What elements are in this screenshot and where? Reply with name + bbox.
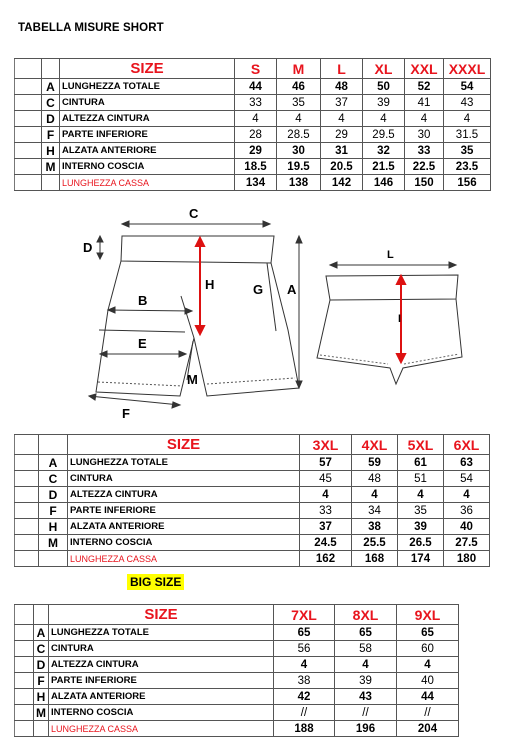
measure-value: 134 <box>235 175 277 191</box>
label-g: G <box>253 282 264 297</box>
table-header-row <box>15 605 459 625</box>
table-row <box>15 551 490 567</box>
row-letter: D <box>39 487 68 503</box>
measure-value: 33 <box>300 503 352 519</box>
row-letter: D <box>34 657 49 673</box>
back-waistband <box>326 275 458 300</box>
blank-cell <box>15 455 39 471</box>
measure-value: 29 <box>321 127 363 143</box>
measure-value: 52 <box>405 79 444 95</box>
measure-value: 44 <box>397 689 459 705</box>
measure-value: 4 <box>321 111 363 127</box>
measure-value: 138 <box>277 175 321 191</box>
measure-value: 26.5 <box>398 535 444 551</box>
size-table-big <box>14 604 459 737</box>
measure-value: 31.5 <box>444 127 491 143</box>
measure-value: 196 <box>335 721 397 737</box>
table-row <box>15 641 459 657</box>
row-letter: F <box>39 503 68 519</box>
label-h: H <box>205 277 215 292</box>
blank-cell <box>15 503 39 519</box>
measure-value: 156 <box>444 175 491 191</box>
size-column-header: 7XL <box>274 605 335 625</box>
back-shorts-body <box>317 299 462 384</box>
blank-cell <box>39 435 68 455</box>
measure-value: 142 <box>321 175 363 191</box>
label-a: A <box>287 282 297 297</box>
measure-value: 146 <box>363 175 405 191</box>
row-letter: C <box>34 641 49 657</box>
row-letter <box>34 721 49 737</box>
blank-cell <box>15 535 39 551</box>
size-column-header: L <box>321 59 363 79</box>
measure-value: 4 <box>274 657 335 673</box>
measure-value: 54 <box>444 79 491 95</box>
label-m: M <box>187 372 198 387</box>
measure-value: 48 <box>352 471 398 487</box>
measure-value: // <box>274 705 335 721</box>
measure-value: 50 <box>363 79 405 95</box>
table-row <box>15 471 490 487</box>
table-row <box>15 487 490 503</box>
measure-value: 57 <box>300 455 352 471</box>
row-letter: H <box>39 519 68 535</box>
measure-value: 33 <box>405 143 444 159</box>
size-header: SIZE <box>68 435 300 455</box>
measure-value: 150 <box>405 175 444 191</box>
row-letter: A <box>34 625 49 641</box>
table-row <box>15 689 459 705</box>
size-column-header: S <box>235 59 277 79</box>
size-column-header: 6XL <box>444 435 490 455</box>
size-column-header: 3XL <box>300 435 352 455</box>
measure-value: 38 <box>274 673 335 689</box>
measure-value: 4 <box>398 487 444 503</box>
blank-cell <box>15 519 39 535</box>
measure-value: 65 <box>335 625 397 641</box>
measure-f <box>89 396 180 405</box>
measure-value: 162 <box>300 551 352 567</box>
measure-value: 63 <box>444 455 490 471</box>
measure-value: 43 <box>444 95 491 111</box>
measure-value: 24.5 <box>300 535 352 551</box>
size-table-plus <box>14 434 490 567</box>
measure-value: 31 <box>321 143 363 159</box>
blank-cell <box>15 435 39 455</box>
size-column-header: XL <box>363 59 405 79</box>
measure-value: 56 <box>274 641 335 657</box>
measure-value: 174 <box>398 551 444 567</box>
row-letter: M <box>39 535 68 551</box>
row-letter: C <box>42 95 60 111</box>
blank-cell <box>15 641 34 657</box>
blank-cell <box>15 689 34 705</box>
measure-value: 4 <box>235 111 277 127</box>
table-row <box>15 673 459 689</box>
measure-value: 41 <box>405 95 444 111</box>
measure-value: 37 <box>321 95 363 111</box>
measure-value: 4 <box>444 487 490 503</box>
measure-value: 29 <box>235 143 277 159</box>
measure-value: 54 <box>444 471 490 487</box>
measure-value: 4 <box>335 657 397 673</box>
measure-value: 46 <box>277 79 321 95</box>
row-letter: F <box>34 673 49 689</box>
measure-value: 43 <box>335 689 397 705</box>
row-label: ALTEZZA CINTURA <box>60 111 235 127</box>
row-letter: M <box>34 705 49 721</box>
row-label: CINTURA <box>60 95 235 111</box>
row-label: ALZATA ANTERIORE <box>49 689 274 705</box>
row-letter: A <box>42 79 60 95</box>
table-row <box>15 503 490 519</box>
row-letter: D <box>42 111 60 127</box>
table-header-row <box>15 435 490 455</box>
row-letter: A <box>39 455 68 471</box>
measure-value: 21.5 <box>363 159 405 175</box>
measure-value: 35 <box>277 95 321 111</box>
measure-value: 28.5 <box>277 127 321 143</box>
measure-value: 40 <box>444 519 490 535</box>
blank-cell <box>34 605 49 625</box>
label-d: D <box>83 240 93 255</box>
measure-value: 22.5 <box>405 159 444 175</box>
measure-g <box>267 263 276 331</box>
measure-value: 39 <box>363 95 405 111</box>
label-b: B <box>138 293 148 308</box>
table-row <box>15 625 459 641</box>
measure-value: 30 <box>405 127 444 143</box>
row-label: LUNGHEZZA CASSA <box>68 551 300 567</box>
blank-cell <box>15 551 39 567</box>
measure-value: 4 <box>444 111 491 127</box>
measure-value: 58 <box>335 641 397 657</box>
row-label: CINTURA <box>49 641 274 657</box>
row-label: ALZATA ANTERIORE <box>68 519 300 535</box>
row-letter: C <box>39 471 68 487</box>
measure-value: 188 <box>274 721 335 737</box>
size-header: SIZE <box>60 59 235 79</box>
row-label: ALZATA ANTERIORE <box>60 143 235 159</box>
measure-value: 40 <box>397 673 459 689</box>
row-label: LUNGHEZZA TOTALE <box>60 79 235 95</box>
front-waistband <box>121 236 274 263</box>
measure-value: 60 <box>397 641 459 657</box>
measure-value: 34 <box>352 503 398 519</box>
size-column-header: 8XL <box>335 605 397 625</box>
blank-cell <box>15 605 34 625</box>
measure-value: 4 <box>277 111 321 127</box>
measure-value: 180 <box>444 551 490 567</box>
measure-value: 19.5 <box>277 159 321 175</box>
measure-value: 65 <box>274 625 335 641</box>
table-row <box>15 721 459 737</box>
measure-value: 32 <box>363 143 405 159</box>
label-c: C <box>189 206 199 221</box>
measure-value: 37 <box>300 519 352 535</box>
blank-cell <box>15 487 39 503</box>
measure-value: // <box>335 705 397 721</box>
size-header: SIZE <box>49 605 274 625</box>
row-label: INTERNO COSCIA <box>60 159 235 175</box>
measure-value: 59 <box>352 455 398 471</box>
table-row <box>15 535 490 551</box>
blank-cell <box>15 721 34 737</box>
measure-value: 28 <box>235 127 277 143</box>
measure-value: 29.5 <box>363 127 405 143</box>
measure-value: 61 <box>398 455 444 471</box>
label-f: F <box>122 406 130 421</box>
measure-value: 38 <box>352 519 398 535</box>
measure-value: // <box>397 705 459 721</box>
label-l: L <box>387 249 394 261</box>
measure-value: 45 <box>300 471 352 487</box>
measure-value: 27.5 <box>444 535 490 551</box>
blank-cell <box>15 625 34 641</box>
measure-value: 4 <box>300 487 352 503</box>
row-label: PARTE INFERIORE <box>49 673 274 689</box>
big-size-label: BIG SIZE <box>127 574 184 590</box>
measure-value: 33 <box>235 95 277 111</box>
measure-value: 35 <box>398 503 444 519</box>
measure-value: 4 <box>352 487 398 503</box>
row-letter: H <box>34 689 49 705</box>
table-row <box>15 705 459 721</box>
row-label: PARTE INFERIORE <box>68 503 300 519</box>
table-row <box>15 657 459 673</box>
table-row <box>15 455 490 471</box>
size-column-header: XXXL <box>444 59 491 79</box>
label-e: E <box>138 336 147 351</box>
measure-value: 48 <box>321 79 363 95</box>
row-label: LUNGHEZZA CASSA <box>60 175 235 191</box>
measure-value: 36 <box>444 503 490 519</box>
table-row <box>15 519 490 535</box>
row-letter: M <box>42 159 60 175</box>
measure-value: 30 <box>277 143 321 159</box>
blank-cell <box>15 657 34 673</box>
size-column-header: 4XL <box>352 435 398 455</box>
measure-value: 44 <box>235 79 277 95</box>
measure-value: 4 <box>397 657 459 673</box>
page-title: TABELLA MISURE SHORT <box>18 22 164 34</box>
measure-value: 18.5 <box>235 159 277 175</box>
measure-value: 39 <box>335 673 397 689</box>
measure-b <box>108 310 192 311</box>
row-label: CINTURA <box>68 471 300 487</box>
size-column-header: XXL <box>405 59 444 79</box>
row-label: LUNGHEZZA CASSA <box>49 721 274 737</box>
row-label: INTERNO COSCIA <box>49 705 274 721</box>
row-label: ALTEZZA CINTURA <box>49 657 274 673</box>
row-label: LUNGHEZZA TOTALE <box>49 625 274 641</box>
measure-value: 39 <box>398 519 444 535</box>
measure-value: 4 <box>363 111 405 127</box>
row-label: INTERNO COSCIA <box>68 535 300 551</box>
row-letter: F <box>42 127 60 143</box>
measure-value: 168 <box>352 551 398 567</box>
blank-cell <box>15 673 34 689</box>
measure-value: 25.5 <box>352 535 398 551</box>
measure-value: 4 <box>405 111 444 127</box>
row-label: LUNGHEZZA TOTALE <box>68 455 300 471</box>
measure-value: 65 <box>397 625 459 641</box>
measure-value: 42 <box>274 689 335 705</box>
label-i: I <box>398 313 402 325</box>
blank-cell <box>15 705 34 721</box>
measure-value: 35 <box>444 143 491 159</box>
row-label: PARTE INFERIORE <box>60 127 235 143</box>
size-column-header: 9XL <box>397 605 459 625</box>
size-column-header: 5XL <box>398 435 444 455</box>
size-column-header: M <box>277 59 321 79</box>
measure-value: 204 <box>397 721 459 737</box>
blank-cell <box>15 471 39 487</box>
row-label: ALTEZZA CINTURA <box>68 487 300 503</box>
row-letter <box>39 551 68 567</box>
row-letter: H <box>42 143 60 159</box>
measure-value: 20.5 <box>321 159 363 175</box>
measure-value: 51 <box>398 471 444 487</box>
measure-value: 23.5 <box>444 159 491 175</box>
